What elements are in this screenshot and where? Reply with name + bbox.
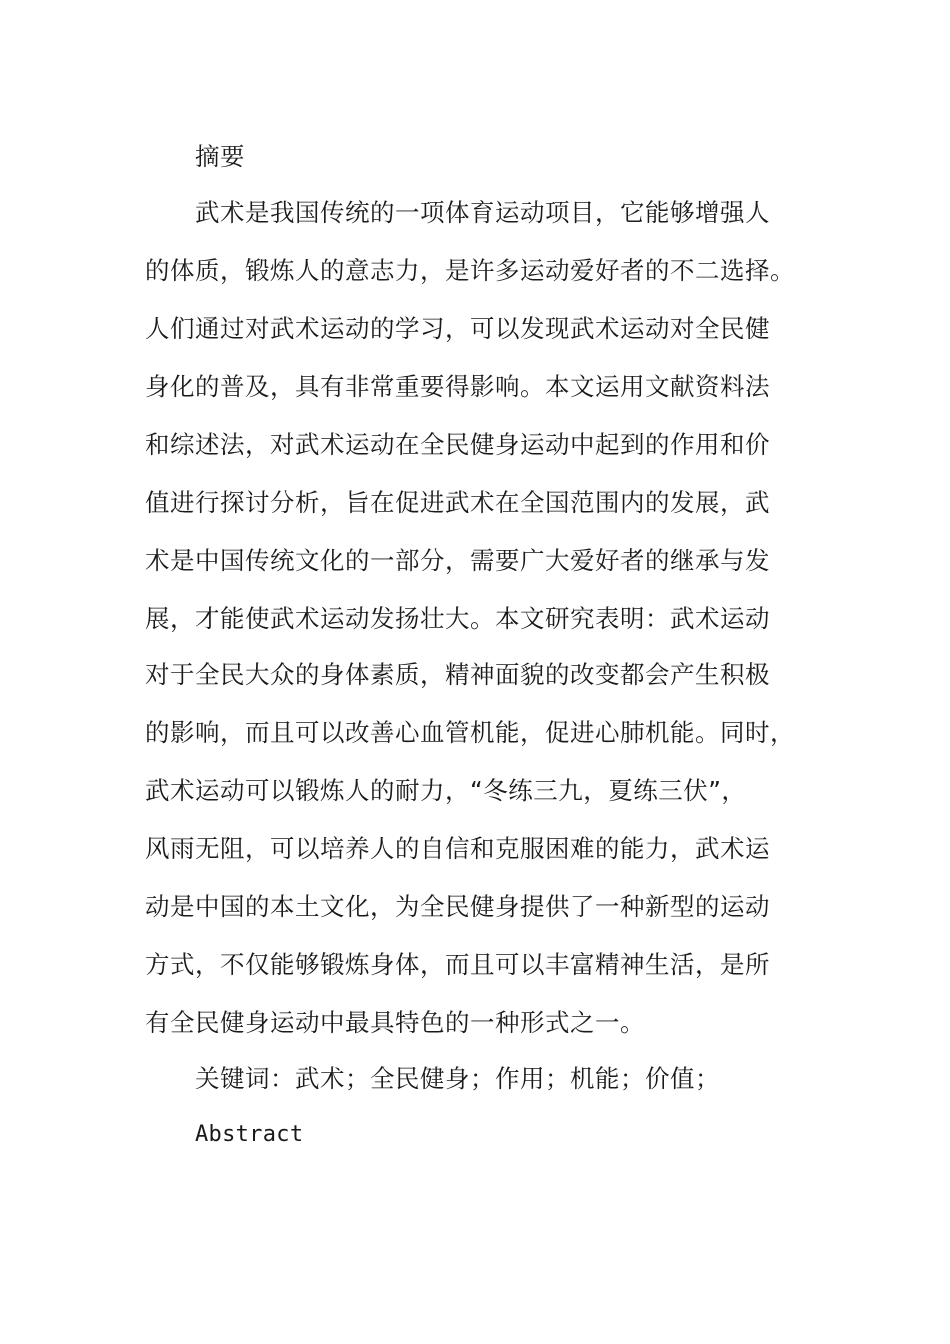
abstract-line: 动是中国的本土文化，为全民健身提供了一种新型的运动 bbox=[145, 892, 770, 921]
abstract-line: 武术是我国传统的一项体育运动项目，它能够增强人 bbox=[195, 198, 770, 227]
abstract-line: 值进行探讨分析，旨在促进武术在全国范围内的发展，武 bbox=[145, 488, 770, 517]
abstract-line: 展，才能使武术运动发扬壮大。本文研究表明：武术运动 bbox=[145, 604, 770, 633]
abstract-line: 风雨无阻，可以培养人的自信和克服困难的能力，武术运 bbox=[145, 834, 770, 863]
abstract-line: 的影响，而且可以改善心血管机能，促进心肺机能。同时， bbox=[145, 718, 795, 747]
abstract-line: 的体质，锻炼人的意志力，是许多运动爱好者的不二选择。 bbox=[145, 256, 795, 285]
abstract-line: 有全民健身运动中最具特色的一种形式之一。 bbox=[145, 1008, 645, 1037]
abstract-heading: 摘要 bbox=[195, 142, 245, 171]
abstract-line: 和综述法，对武术运动在全民健身运动中起到的作用和价 bbox=[145, 430, 770, 459]
abstract-line: 武术运动可以锻炼人的耐力，“冬练三九，夏练三伏”， bbox=[145, 776, 747, 805]
abstract-line: 术是中国传统文化的一部分，需要广大爱好者的继承与发 bbox=[145, 546, 770, 575]
abstract-line: 身化的普及，具有非常重要得影响。本文运用文献资料法 bbox=[145, 372, 770, 401]
english-abstract-heading: Abstract bbox=[195, 1122, 304, 1147]
abstract-line: 对于全民大众的身体素质，精神面貌的改变都会产生积极 bbox=[145, 660, 770, 689]
keywords-line: 关键词：武术；全民健身；作用；机能；价值； bbox=[195, 1064, 720, 1093]
abstract-line: 方式，不仅能够锻炼身体，而且可以丰富精神生活，是所 bbox=[145, 950, 770, 979]
abstract-line: 人们通过对武术运动的学习，可以发现武术运动对全民健 bbox=[145, 314, 770, 343]
